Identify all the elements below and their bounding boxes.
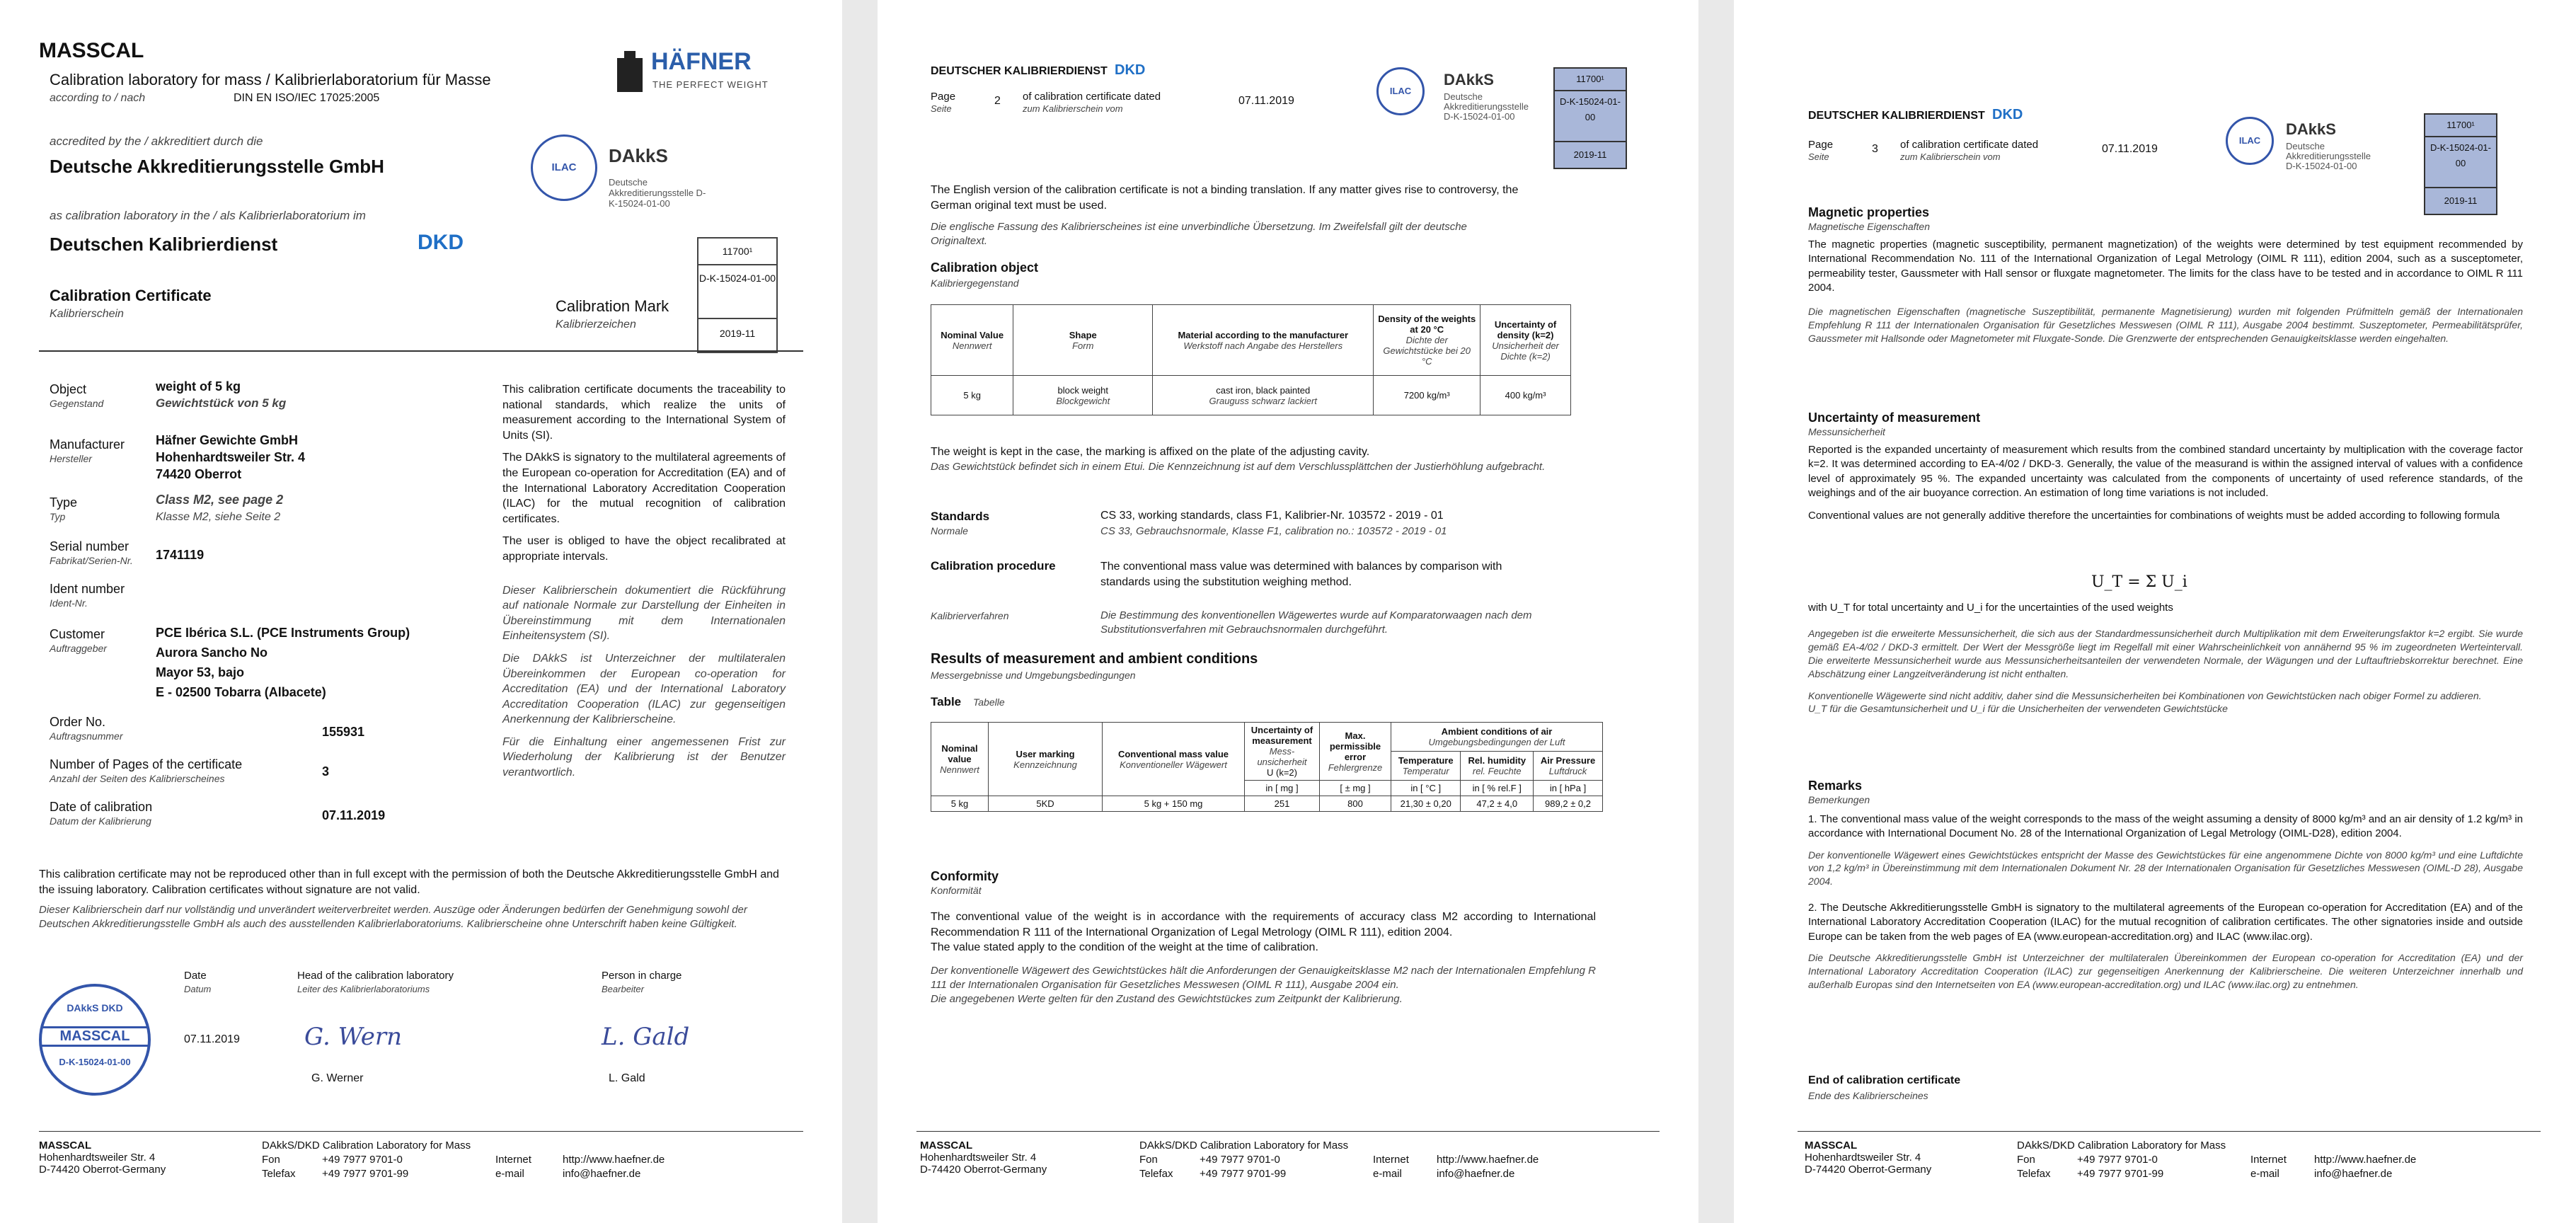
table-row <box>931 796 1603 812</box>
standards-value-de: CS 33, Gebrauchsnormale, Klasse F1, calibration no.: 103572 - 2019 - 01 <box>1100 525 1447 537</box>
tbl1-material-de: Grauguss schwarz lackiert <box>1209 395 1317 406</box>
t2-hum: 47,2 ± 4,0 <box>1461 796 1534 812</box>
weights-note-de: Das Gewichtstück befindet sich in einem Etui. Die Kennzeichnung ist auf dem Verschlussplättchen der Justierhöhlung aufgebracht. <box>931 460 1546 473</box>
manufacturer-label-de: Hersteller <box>50 453 92 464</box>
t2-u9: in [ hPa ] <box>1534 781 1603 796</box>
t2-temp: 21,30 ± 0,20 <box>1391 796 1461 812</box>
unc-block-de <box>1808 627 2523 716</box>
sig-date-label-de: Datum <box>184 984 212 994</box>
of-cert-de: zum Kalibrierschein vom <box>1023 103 1123 114</box>
results-table <box>931 722 1603 812</box>
tbl1-h2: Shape <box>1069 329 1097 340</box>
person-signature: L. Gald <box>602 1023 690 1051</box>
object-value-de: Gewichtstück von 5 kg <box>156 396 287 410</box>
t2-h4: Uncertainty of measurement <box>1250 725 1313 746</box>
end-title: End of calibration certificate <box>1808 1074 1961 1086</box>
sig-person-name: L. Gald <box>609 1072 645 1084</box>
cert-date: 07.11.2019 <box>2102 143 2158 155</box>
footer-fon: +49 7977 9701-0 <box>322 1154 403 1166</box>
order-label: Order No. <box>50 715 106 729</box>
of-cert-de: zum Kalibrierschein vom <box>1900 151 2001 162</box>
sig-head-name: G. Werner <box>311 1072 364 1084</box>
type-label-de: Typ <box>50 511 66 522</box>
calibration-mark-label <box>2424 113 2497 215</box>
calobj-title: Calibration object <box>931 260 1039 275</box>
tbl1-unc: 400 kg/m³ <box>1480 376 1571 415</box>
of-cert: of calibration certificate dated <box>1900 139 2039 151</box>
certificate-page-1 <box>0 0 842 1223</box>
footer-fon: +49 7977 9701-0 <box>2077 1154 2158 1166</box>
sig-head-label: Head of the calibration laboratory <box>297 970 454 982</box>
t2-h4-de: Mess-unsicherheit <box>1257 746 1307 767</box>
footer-mail-label: e-mail <box>2250 1168 2279 1180</box>
standards-label: Standards <box>931 510 990 523</box>
sig-person-label: Person in charge <box>602 970 682 982</box>
conformity-title: Conformity <box>931 869 999 883</box>
ident-label-de: Ident-Nr. <box>50 597 88 609</box>
reproduction-note <box>39 867 796 932</box>
dakks-sub: Deutsche Akkreditierungsstelle D-K-15024-01-00 <box>1444 91 1529 122</box>
footer <box>39 1139 166 1176</box>
standards-value: CS 33, working standards, class F1, Kalibrier-Nr. 103572 - 2019 - 01 <box>1100 510 1444 522</box>
manufacturer-line-1: Häfner Gewichte GmbH <box>156 433 299 447</box>
t2-h6: Ambient conditions of air <box>1441 726 1553 737</box>
uncertainty-formula: U_T = Σ U_i <box>2091 573 2187 591</box>
mag-para: The magnetic properties (magnetic susceptibility, permanent magnetization) of the weights were determined by test equipment recommended by International Recommendation No. 111 of the International Organization of Legal Metrology (OIML R 111), edition 2004, such as a susceptometer, permeability tester, Gaussmeter with Hall sensor or fluxgate magnetometer. The limits for the class have to be tested and in accordance to OIML R 111 2004. <box>1808 239 2523 294</box>
header-title: DEUTSCHER KALIBRIERDIENST <box>1808 110 1985 122</box>
t2-h1: Nominal value <box>941 743 978 764</box>
footer-divider <box>916 1131 1660 1132</box>
footer-org: MASSCAL <box>920 1139 973 1152</box>
t2-unc: 251 <box>1245 796 1320 812</box>
unc-para-de-3: U_T für die Gesamtunsicherheit und U_i für die Unsicherheiten der verwendeten Gewichtstücke <box>1808 703 2228 715</box>
page-label: Page <box>931 91 956 103</box>
mark-box-mid: D-K-15024-01-00 <box>1555 91 1626 142</box>
tbl1-h4: Density of the weights at 20 °C <box>1378 314 1476 335</box>
t2-mpe: 800 <box>1320 796 1391 812</box>
customer-line-3: Mayor 53, bajo <box>156 665 245 679</box>
t2-mass: 5 kg + 150 mg <box>1103 796 1245 812</box>
t2-h3: Conventional mass value <box>1117 748 1229 759</box>
serial-value: 1741119 <box>156 548 205 562</box>
weights-note-block <box>931 444 1568 474</box>
remark-1-de: Der konventionelle Wägewert eines Gewichtstückes entspricht der Masse des Gewichtstückes für eine angenommene Dichte von 8000 kg/m³ und eine Luftdichte von 1,2 kg/m³ in Übereinstimmung mit dem Internationalen Dokument Nr. 28 der Internationalen Organisation für Gesetzliches Messwesen (OIML-D 28), Ausgabe 2004. <box>1808 849 2523 888</box>
intro: The English version of the calibration certificate is not a binding translation. If any matter gives rise to controversy, the German original text must be used. <box>931 184 1519 212</box>
certificate-page-2 <box>878 0 1698 1223</box>
head-signature: G. Wern <box>304 1023 403 1051</box>
footer-mail-link[interactable]: info@haefner.de <box>2314 1168 2393 1180</box>
conformity: The conventional value of the weight is in accordance with the requirements of accuracy class M2 according to International Recommendation R 111 of the International Organization of Legal Metrology (OIML R 111), edition 2004. <box>931 911 1596 938</box>
dakks-logo: DAkkS <box>1444 71 1494 88</box>
unc-para-3: with U_T for total uncertainty and U_i for the uncertainties of the used weights <box>1808 602 2173 614</box>
order-label-de: Auftragsnummer <box>50 730 123 742</box>
results-title-de: Messergebnisse und Umgebungsbedingungen <box>931 670 1136 681</box>
cert-title-de: Kalibrierschein <box>50 308 124 320</box>
end-title-de: Ende des Kalibrierscheines <box>1808 1090 1928 1101</box>
remark-2-de: Die Deutsche Akkreditierungsstelle GmbH ist Unterzeichner der multilateralen Übereinkommen der European co-operation for Accreditation (EA) und der International Laboratory Accreditation Cooperation (ILAC) zur gegenseitigen Anerkennung der Kalibrierscheine. Die weiteren Unterzeichner innerhalb und außerhalb Europas sind den Internetseiten von EA (www.european-accreditation.org) und ILAC (www.ilac.org) zu entnehmen. <box>1808 951 2523 990</box>
serial-label-de: Fabrikat/Serien-Nr. <box>50 555 133 566</box>
footer-fax-label: Telefax <box>2017 1168 2051 1180</box>
t2-u8: in [ % rel.F ] <box>1461 781 1534 796</box>
table-label: Table <box>931 695 962 708</box>
tbl1-shape-de: Blockgewicht <box>1056 395 1110 406</box>
t2-h1-de: Nennwert <box>940 764 979 775</box>
stamp-bot: D-K-15024-01-00 <box>59 1057 131 1067</box>
unc-para-2: Conventional values are not generally additive therefore the uncertainties for combinations of weights must be added according to following formula <box>1808 510 2500 522</box>
manufacturer-label: Manufacturer <box>50 437 125 452</box>
intro-text <box>931 183 1525 249</box>
footer-mail-label: e-mail <box>495 1168 524 1180</box>
hafner-tagline: THE PERFECT WEIGHT <box>652 79 769 90</box>
footer-fax-label: Telefax <box>262 1168 296 1180</box>
t2-h2: User marking <box>1016 748 1075 759</box>
right-para-de-3: Für die Einhaltung einer angemessenen Frist zur Wiederholung der Kalibrierung ist der Benutzer verantwortlich. <box>502 735 786 779</box>
pages-label-de: Anzahl der Seiten des Kalibrierscheines <box>50 773 225 784</box>
t2-h5: Max. permissible error <box>1329 730 1381 762</box>
calibration-mark-box <box>697 237 778 353</box>
customer-label-de: Auftraggeber <box>50 643 107 654</box>
conformity-de: Der konventionelle Wägewert des Gewichtstückes hält die Anforderungen der Genauigkeitsklasse M2 nach der Internationalen Empfehlung R 111 der Internationalen Organisation für Gesetzliches Messwesen (OIML R 111), Ausgabe 2004 ein. <box>931 964 1596 992</box>
weight-icon <box>616 51 644 93</box>
bottom-para-de: Dieser Kalibrierschein darf nur vollständig und unverändert weiterverbreitet werden. Auszüge oder Änderungen bedürfen der Genehmigung sowohl der Deutschen Akkreditierungsstelle GmbH als auch des ausstellenden Kalibrierlaboratoriums. Kalibrierscheine ohne Unterschrift haben keine Gültigkeit. <box>39 904 747 931</box>
footer-fax-label: Telefax <box>1139 1168 1173 1180</box>
weights-note: The weight is kept in the case, the marking is affixed on the plate of the adjusting cavity. <box>931 446 1370 458</box>
tbl1-h1-de: Nennwert <box>952 340 992 351</box>
remarks-title-de: Bemerkungen <box>1808 794 1870 805</box>
lab-line: Calibration laboratory for mass / Kalibrierlaboratorium für Masse <box>50 71 491 88</box>
page-label-de: Seite <box>931 103 952 114</box>
dkd-name: Deutschen Kalibrierdienst <box>50 234 278 255</box>
unc-para-de: Angegeben ist die erweiterte Messunsicherheit, die sich aus der Standardmessunsicherheit durch Multiplikation mit dem Erweiterungsfaktor k=2 ergibt. Sie wurde gemäß EA-4/02 / DKD-3 ermittelt. Der Wert der Messgröße liegt im Regelfall mit einer Wahrscheinlichkeit von annähernd 95 % im zugeordneten Werteintervall. Die erweiterte Messunsicherheit wurde aus Messunsicherheitsanteilen der verwendeten Normale, der Wägungen und der Luftauftriebskorrektur berechnet. Eine Abschätzung einer Langzeitveränderung ist nicht enthalten. <box>1808 628 2523 679</box>
footer-web-label: Internet <box>1373 1154 1409 1166</box>
page-number: 2 <box>994 95 1001 107</box>
tbl1-density: 7200 kg/m³ <box>1374 376 1480 415</box>
t2-u4: in [ mg ] <box>1245 781 1320 796</box>
footer-fon-label: Fon <box>262 1154 280 1166</box>
stamp-mid: MASSCAL <box>42 1026 148 1047</box>
mark-box-top: 11700¹ <box>2425 115 2496 137</box>
pages-value: 3 <box>322 764 330 779</box>
footer-addr-2: D-74420 Oberrot-Germany <box>920 1164 1047 1176</box>
footer-fax: +49 7977 9701-99 <box>1200 1168 1287 1180</box>
procedure-label-de: Kalibrierverfahren <box>931 610 1009 621</box>
dkd-logo: DKD <box>1992 107 2023 122</box>
t2-h2-de: Kennzeichnung <box>1013 759 1077 770</box>
type-label: Type <box>50 495 78 510</box>
footer-addr-2: D-74420 Oberrot-Germany <box>1805 1164 1932 1176</box>
mark-title: Calibration Mark <box>556 297 669 315</box>
object-label: Object <box>50 382 87 396</box>
t2-h6-de: Umgebungsbedingungen der Luft <box>1428 737 1565 747</box>
mark-box-mid: D-K-15024-01-00 <box>2425 137 2496 188</box>
footer <box>920 1139 1047 1176</box>
cert-date: 07.11.2019 <box>1238 95 1294 107</box>
tbl1-material: cast iron, black painted <box>1216 384 1311 396</box>
mark-box-bot: 2019-11 <box>719 328 756 339</box>
footer-web-label: Internet <box>2250 1154 2287 1166</box>
calibration-mark-label <box>1553 67 1627 169</box>
cert-title: Calibration Certificate <box>50 287 212 304</box>
bottom-para: This calibration certificate may not be reproduced other than in full except with the permission of both the Deutsche Akkreditierungsstelle GmbH and the issuing laboratory. Calibration certificates without signature are not valid. <box>39 868 779 896</box>
dakks-sub: Deutsche Akkreditierungsstelle D-K-15024-01-00 <box>2286 141 2371 171</box>
mark-box-bot: 2019-11 <box>2444 195 2478 206</box>
sig-date-label: Date <box>184 970 207 982</box>
right-para-2: The DAkkS is signatory to the multilateral agreements of the European co-operation for Accreditation (EA) and of the International Laboratory Accreditation Cooperation (ILAC) for the mutual recognition of calibration certificates. <box>502 452 786 525</box>
right-para-de-2: Die DAkkS ist Unterzeichner der multilateralen Übereinkommen der European co-operation for Accreditation (EA) und der International Laboratory Accreditation Cooperation (ILAC) zur gegenseitigen Anerkennung der Kalibrierscheine. <box>502 652 786 726</box>
tbl1-h4-de: Dichte der Gewichtstücke bei 20 °C <box>1383 335 1471 367</box>
certificate-page-3 <box>1734 0 2576 1223</box>
calobj-title-de: Kalibriergegenstand <box>931 277 1019 289</box>
table-label-de: Tabelle <box>973 696 1005 708</box>
ilac-seal-icon: ILAC <box>2226 117 2274 165</box>
mark-title-de: Kalibrierzeichen <box>556 318 636 331</box>
tbl1-h5: Uncertainty of density (k=2) <box>1494 318 1557 340</box>
right-para-de-1: Dieser Kalibrierschein dokumentiert die Rückführung auf nationale Normale zur Darstellung der Einheiten in Übereinstimmung mit dem Internationalen Einheitensystem (SI). <box>502 584 786 643</box>
mark-box-mid: D-K-15024-01-00 <box>698 265 776 319</box>
ilac-seal-icon: ILAC <box>531 134 597 201</box>
object-value: weight of 5 kg <box>156 379 241 394</box>
type-value-de: Klasse M2, siehe Seite 2 <box>156 511 281 523</box>
t2-h3-de: Konventioneller Wägewert <box>1120 759 1227 770</box>
footer-addr-1: Hohenhardtsweiler Str. 4 <box>1805 1152 1921 1164</box>
divider <box>39 350 803 352</box>
sig-person-label-de: Bearbeiter <box>602 984 644 994</box>
footer-lab: DAkkS/DKD Calibration Laboratory for Mass <box>262 1139 471 1152</box>
t2-u5: [ ± mg ] <box>1320 781 1391 796</box>
tbl1-nominal: 5 kg <box>931 376 1013 415</box>
t2-h9: Air Pressure <box>1540 755 1596 766</box>
t2-h5-de: Fehlergrenze <box>1328 762 1383 773</box>
conformity-de-2: Die angegebenen Werte gelten für den Zustand des Gewichtstückes zum Zeitpunkt der Kalibrierung. <box>931 993 1403 1006</box>
tbl1-h2-de: Form <box>1072 340 1094 351</box>
mag-title: Magnetic properties <box>1808 205 1930 219</box>
accredited-by: accredited by the / akkreditiert durch die <box>50 134 263 148</box>
tbl1-shape: block weight <box>1057 384 1109 396</box>
footer-fon-label: Fon <box>2017 1154 2035 1166</box>
right-para-1: This calibration certificate documents the traceability to national standards, which realize the units of measurement according to the International System of Units (SI). <box>502 384 786 442</box>
footer-web-label: Internet <box>495 1154 531 1166</box>
unc-block <box>1808 443 2523 523</box>
t2-nominal: 5 kg <box>931 796 989 812</box>
of-cert: of calibration certificate dated <box>1023 91 1161 103</box>
tbl1-h5-de: Unsicherheit der Dichte (k=2) <box>1492 340 1559 362</box>
pages-label: Number of Pages of the certificate <box>50 757 243 771</box>
unc-title: Uncertainty of measurement <box>1808 410 1981 425</box>
conformity-title-de: Konformität <box>931 885 982 896</box>
t2-h7: Temperature <box>1398 755 1454 766</box>
lab-line-2: according to / nach <box>50 92 146 104</box>
remark-2: 2. The Deutsche Akkreditierungsstelle GmbH is signatory to the multilateral agreements of the European co-operation for Accreditation (EA) and of the International Laboratory Accreditation Cooperation (ILAC) for the mutual recognition of calibration certificates. The other signatories inside and outside Europe can be taken from the web pages of EA (www.european-accreditation.org) and ILAC (www.ilac.org). <box>1808 902 2523 943</box>
results-title: Results of measurement and ambient conditions <box>931 651 1258 667</box>
footer-addr-2: D-74420 Oberrot-Germany <box>39 1164 166 1176</box>
footer-fax: +49 7977 9701-99 <box>2077 1168 2164 1180</box>
customer-line-4: E - 02500 Tobarra (Albacete) <box>156 685 326 699</box>
footer-fax: +49 7977 9701-99 <box>322 1168 409 1180</box>
footer-web-link[interactable]: http://www.haefner.de <box>1437 1154 1539 1166</box>
ident-label: Ident number <box>50 582 125 596</box>
footer-divider <box>1798 1131 2541 1132</box>
tbl1-h1: Nominal Value <box>941 329 1004 340</box>
t2-marking: 5KD <box>989 796 1103 812</box>
t2-h8: Rel. humidity <box>1468 755 1526 766</box>
right-para-3: The user is obliged to have the object recalibrated at appropriate intervals. <box>502 535 786 563</box>
remarks-title: Remarks <box>1808 779 1863 793</box>
stamp-top: DAkkS DKD <box>67 1002 123 1014</box>
dkd-logo: DKD <box>1115 62 1146 78</box>
footer-divider <box>39 1131 803 1132</box>
footer-fon-label: Fon <box>1139 1154 1158 1166</box>
tbl1-h3: Material according to the manufacturer <box>1178 329 1349 340</box>
procedure-value: The conventional mass value was determined with balances by comparison with standards using the substitution weighing method. <box>1100 561 1502 588</box>
footer-org: MASSCAL <box>39 1139 92 1152</box>
mag-title-de: Magnetische Eigenschaften <box>1808 221 1930 232</box>
masscal-title: MASSCAL <box>39 39 144 62</box>
unc-para: Reported is the expanded uncertainty of measurement which results from the combined standard uncertainty by multiplication with the coverage factor k=2. It was determined according to EA-4/02 / DKD-3. Generally, the value of the measurand is within the assigned interval of values with a confidence level of approximately 95 %. The expanded uncertainty was calculated from the components of uncertainty of used reference standards, of the weighings and of the air buoyance correction. An estimation of long time variations is not included. <box>1808 444 2523 499</box>
mag-block <box>1808 238 2523 345</box>
mark-box-top: 11700¹ <box>1555 69 1626 91</box>
dakks-name: Deutsche Akkreditierungsstelle GmbH <box>50 156 384 177</box>
mark-box-top: 11700¹ <box>698 239 776 265</box>
sig-head-label-de: Leiter des Kalibrierlaboratoriums <box>297 984 430 994</box>
date-value: 07.11.2019 <box>322 808 386 822</box>
procedure-label: Calibration procedure <box>931 559 1056 573</box>
date-label-de: Datum der Kalibrierung <box>50 815 151 827</box>
footer-fon: +49 7977 9701-0 <box>1200 1154 1280 1166</box>
footer-web-link[interactable]: http://www.haefner.de <box>563 1154 665 1166</box>
lab-norm: DIN EN ISO/IEC 17025:2005 <box>234 92 380 104</box>
footer-addr-1: Hohenhardtsweiler Str. 4 <box>920 1152 1037 1164</box>
ilac-seal-icon: ILAC <box>1376 67 1425 115</box>
footer-addr-1: Hohenhardtsweiler Str. 4 <box>39 1152 156 1164</box>
conformity-block <box>931 909 1596 1007</box>
manufacturer-line-2: Hohenhardtsweiler Str. 4 <box>156 450 306 464</box>
order-value: 155931 <box>322 725 365 739</box>
sig-date: 07.11.2019 <box>184 1033 240 1045</box>
intro-de: Die englische Fassung des Kalibrierscheines ist eine unverbindliche Übersetzung. Im Zweifelsfall gilt der deutsche Originaltext. <box>931 221 1467 248</box>
standards-label-de: Normale <box>931 525 968 536</box>
footer <box>1805 1139 1931 1176</box>
t2-h8-de: rel. Feuchte <box>1472 766 1522 776</box>
conformity-2: The value stated apply to the condition of the weight at the time of calibration. <box>931 941 1318 954</box>
customer-line-1: PCE Ibérica S.L. (PCE Instruments Group) <box>156 626 410 640</box>
tbl1-h3-de: Werkstoff nach Angabe des Herstellers <box>1183 340 1343 351</box>
table-row <box>931 376 1571 415</box>
calibration-object-table <box>931 304 1571 415</box>
date-label: Date of calibration <box>50 800 153 814</box>
mag-para-de: Die magnetischen Eigenschaften (magnetische Suszeptibilität, permanente Magnetisierung) wurden mit folgenden Prüfmitteln gemäß der Internationalen Empfehlung R 111 der Internationalen Organisation für Gesetzliches Messwesen (OIML R 111), Ausgabe 2004 bestimmt. Suszeptometer, Permeabilitätsprüfer, Gaussmeter mit Hallsonde oder Magnetometer mit Fluxgate-Sonde. Die Grenzwerte der entsprechenden Genauigkeitsklasse werden eingehalten. <box>1808 306 2523 344</box>
t2-h7-de: Temperatur <box>1402 766 1449 776</box>
serial-label: Serial number <box>50 539 130 553</box>
dkd-logo: DKD <box>418 231 464 254</box>
remarks-block <box>1808 813 2523 992</box>
hafner-logo: HÄFNER <box>651 48 752 75</box>
header-title: DEUTSCHER KALIBRIERDIENST <box>931 65 1108 77</box>
mark-box-bot: 2019-11 <box>1573 149 1607 160</box>
footer-mail-link[interactable]: info@haefner.de <box>563 1168 641 1180</box>
masscal-stamp-icon <box>39 984 151 1096</box>
manufacturer-line-3: 74420 Oberrot <box>156 467 242 481</box>
procedure-value-de: Die Bestimmung des konventionellen Wägewertes wurde auf Komparatorwaagen nach dem Substitutionsverfahren mit Gebrauchsnormalen durchgeführt. <box>1100 609 1532 636</box>
traceability-text <box>502 382 786 781</box>
object-label-de: Gegenstand <box>50 398 104 409</box>
t2-h4b: U (k=2) <box>1267 767 1297 778</box>
unc-para-de-2: Konventionelle Wägewerte sind nicht additiv, daher sind die Messunsicherheiten bei Kombinationen von Gewichtstücken nach obiger Formel zu addieren. <box>1808 689 2482 701</box>
dakks-logo: DAkkS <box>2286 120 2336 138</box>
page-number: 3 <box>1872 143 1878 155</box>
dakks-sub: Deutsche Akkreditierungsstelle D-K-15024-01-00 <box>609 177 706 209</box>
footer-lab: DAkkS/DKD Calibration Laboratory for Mass <box>2017 1139 2226 1152</box>
footer-mail-link[interactable]: info@haefner.de <box>1437 1168 1515 1180</box>
dakks-logo: DAkkS <box>609 145 668 166</box>
customer-label: Customer <box>50 627 105 641</box>
footer-org: MASSCAL <box>1805 1139 1858 1152</box>
t2-u7: in [ °C ] <box>1391 781 1461 796</box>
t2-h9-de: Luftdruck <box>1548 766 1587 776</box>
remark-1: 1. The conventional mass value of the weight corresponds to the mass of the weight assuming a density of 8000 kg/m³ and an air density of 1.2 kg/m³ in accordance with International Document No. 28 of the International Organization of Legal Metrology (OIML-D28), edition 2004. <box>1808 813 2523 840</box>
t2-press: 989,2 ± 0,2 <box>1534 796 1603 812</box>
footer-mail-label: e-mail <box>1373 1168 1402 1180</box>
customer-line-2: Aurora Sancho No <box>156 645 268 660</box>
as-lab: as calibration laboratory in the / als Kalibrierlaboratorium im <box>50 209 366 222</box>
footer-lab: DAkkS/DKD Calibration Laboratory for Mass <box>1139 1139 1349 1152</box>
footer-web-link[interactable]: http://www.haefner.de <box>2314 1154 2417 1166</box>
page-label: Page <box>1808 139 1834 151</box>
unc-title-de: Messunsicherheit <box>1808 426 1885 437</box>
type-value: Class M2, see page 2 <box>156 493 284 507</box>
page-label-de: Seite <box>1808 151 1829 162</box>
